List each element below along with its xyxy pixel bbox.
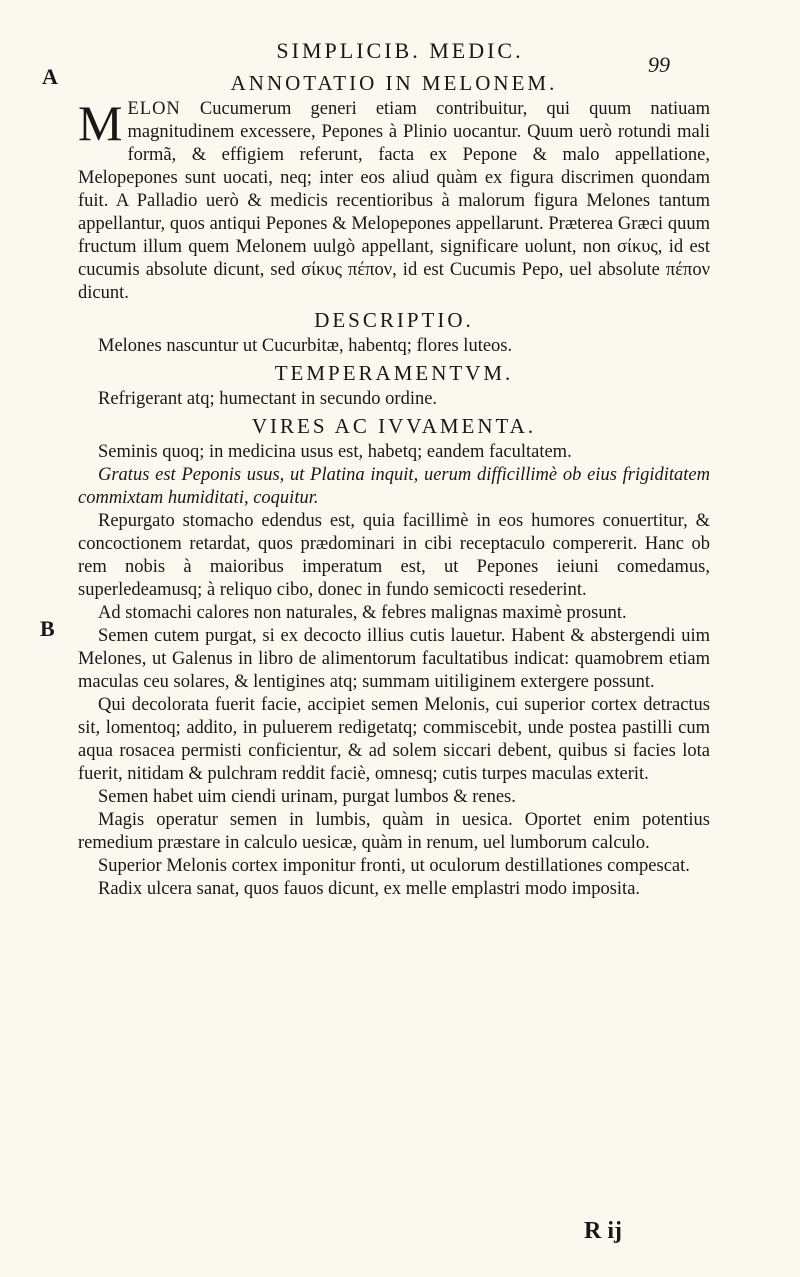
margin-letter-a: A [42,64,58,89]
vires-paragraph: Repurgato stomacho edendus est, quia facillimè in eos humores conuertitur, & concoctionem retardat, quos prædominari in cibi receptaculo compererit. Hanc ob rem nobis à maioribus imperatum est, ut Pepones ieiuni comedamus, superledeamusq; à reliquo cibo, donec in fundo semicocti resederint. [78,511,710,600]
vires-paragraph: Radix ulcera sanat, quos fauos dicunt, ex melle emplastri modo imposita. [98,879,641,899]
vires-title: VIRES AC IVVAMENTA. [251,414,537,438]
text-block [78,68,710,901]
running-head: SIMPLICIB. MEDIC. [276,38,524,63]
annotatio-title: ANNOTATIO IN MELONEM. [230,71,558,95]
annotatio-text: Cucumerum generi etiam contribuitur, qui quum natiuam magnitudinem excessere, Pepones à Plinio uocantur. Quum uerò rotundi mali formã, & effigiem referunt, facta ex Pepone & malo appellatione, Melopepones sunt uocati, neq; inter eos aliud quàm ex figura discrimen quondam fuit. A Palladio uerò & medicis recentioribus à malorum figura Melones tantum appellantur, quos antiqui Pepones & Melopepones appellarunt. Præterea Græci quum fructum illum quem Melonem uulgò appellant, significare uolunt, non σίκυς, id est cucumis absolute dicunt, sed σίκυς πέπον, id est Cucumis Pepo, uel absolute πέπον dicunt. [78,99,710,303]
vires-paragraph: Seminis quoq; in medicina usus est, habetq; eandem facultatem. [98,442,572,462]
temperamentum-text: Refrigerant atq; humectant in secundo ordine. [98,389,438,409]
vires-paragraph: Magis operatur semen in lumbis, quàm in uesica. Oportet enim potentius remedium præstare in calculo uesicæ, quàm in renum, uel lumborum calculo. [78,810,710,853]
page-number: 99 [648,52,670,77]
vires-paragraph: Semen cutem purgat, si ex decocto illius cutis lauetur. Habent & abstergendi uim Melones, ut Galenus in libro de alimentorum facultatibus indicat: quamobrem etiam maculas ceu solares, & lentigines atq; summam uitiliginem extergere possunt. [78,626,710,692]
descriptio-text: Melones nascuntur ut Cucurbitæ, habentq; flores luteos. [98,336,513,356]
annotatio-first-word: MELON [78,95,181,151]
signature-mark: R ij [584,1218,622,1244]
descriptio-title: DESCRIPTIO. [314,308,474,332]
vires-paragraph: Ad stomachi calores non naturales, & febres malignas maximè prosunt. [98,603,627,623]
vires-paragraph: Gratus est Peponis usus, ut Platina inquit, uerum difficillimè ob eius frigiditatem commixtam humiditati, coquitur. [78,465,710,508]
vires-paragraph: Superior Melonis cortex imponitur fronti, ut oculorum destillationes compescat. [98,856,690,876]
temperamentum-title: TEMPERAMENTVM. [274,361,514,385]
annotatio-paragraph [78,95,710,305]
vires-paragraph: Qui decolorata fuerit facie, accipiet semen Melonis, cui superior cortex detractus sit, lomentoq; addito, in puluerem redigetatq; commiscebit, unde postea pastilli cum aqua rosacea permisti conficientur, & ad solem siccari debent, quibus si facies lota fuerit, nitidam & pulchram reddit faciè, omnesq; cutis turpes maculas exterit. [78,695,710,784]
vires-paragraph: Semen habet uim ciendi urinam, purgat lumbos & renes. [98,787,516,807]
margin-letter-b: B [40,616,55,641]
